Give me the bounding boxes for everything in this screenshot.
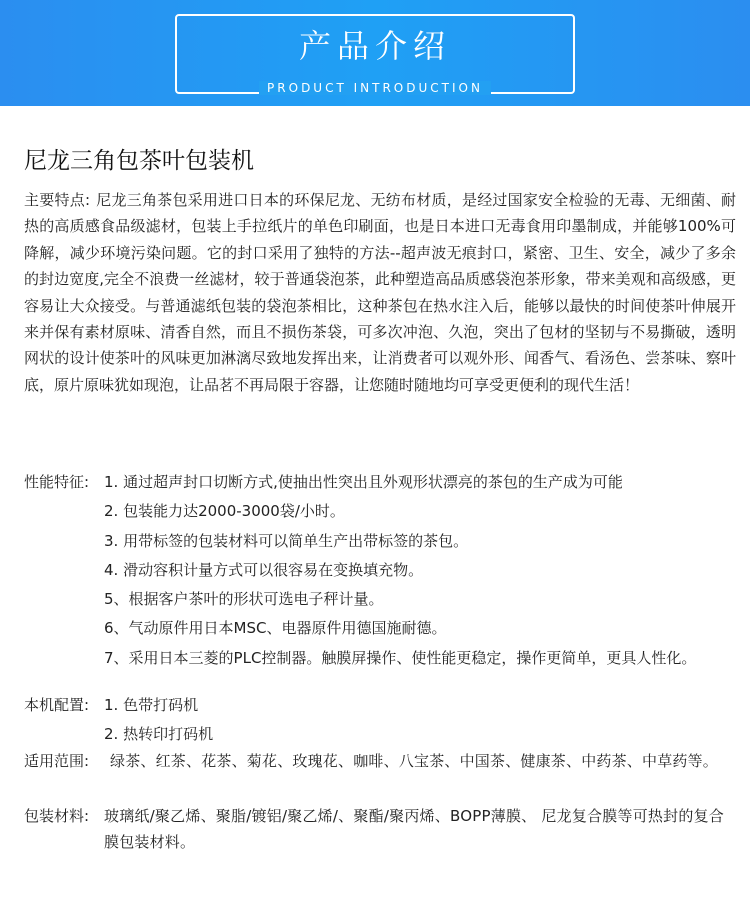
scope-text: 绿茶、红茶、花茶、菊花、玫瑰花、咖啡、八宝茶、中国茶、健康茶、中药茶、中草药等。 — [110, 752, 719, 770]
product-title: 尼龙三角包茶叶包装机 — [24, 148, 254, 174]
list-item: 1. 通过超声封口切断方式,使抽出性突出且外观形状漂亮的茶包的生产成为可能 — [104, 473, 623, 491]
config-list — [104, 692, 724, 751]
materials-label: 包装材料: — [24, 807, 90, 825]
banner-subtitle-text: PRODUCT INTRODUCTION — [259, 81, 491, 95]
list-item: 5、根据客户茶叶的形状可选电子秤计量。 — [104, 590, 384, 609]
performance-list — [104, 469, 724, 674]
features-section — [24, 187, 736, 398]
header-banner — [0, 0, 750, 106]
banner-title: 产品介绍 — [298, 27, 451, 65]
list-item: 1. 色带打码机 — [104, 696, 199, 714]
scope-label: 适用范围: — [24, 752, 90, 770]
list-item: 4. 滑动容积计量方式可以很容易在变换填充物。 — [104, 560, 424, 579]
config-label: 本机配置: — [24, 696, 90, 714]
list-item: 6、气动原件用日本MSC、电器原件用德国施耐德。 — [104, 619, 447, 638]
banner-frame — [175, 14, 575, 94]
materials-text: 玻璃纸/聚乙烯、聚脂/镀铝/聚乙烯/、聚酯/聚丙烯、BOPP薄膜、 尼龙复合膜等可热封的复合膜包装材料。 — [104, 807, 724, 852]
list-item: 7、采用日本三菱的PLC控制器。触膜屏操作、使性能更稳定，操作更简单，更具人性化。 — [104, 648, 697, 667]
features-text: 尼龙三角茶包采用进口日本的环保尼龙、无纺布材质，是经过国家安全检验的无毒、无细菌、耐热的高质感食品级滤材，包装上手拉纸片的单色印刷面，也是日本进口无毒食用印墨制成，并能够100%可降解，减少环境污染问题。它的封口采用了独特的方法--超声波无痕封口，紧密、卫生、安全，减少了多余的封边宽度,完全不浪费一丝滤材，较于普通袋泡茶，此种塑造高品质感袋泡茶形象，带来美观和高级感，更容易让大众接受。与普通滤纸包装的袋泡茶相比，这种茶包在热水注入后，能够以最快的时间使茶叶伸展开来并保有素材原味、清香自然，而且不损伤茶袋，可多次冲泡、久泡，突出了包材的坚韧与不易撕破，透明网状的设计使茶叶的风味更加淋漓尽致地发挥出来，让消费者可以观外形、闻香气、看汤色、尝茶味、察叶底，原片原味犹如现泡，让品茗不再局限于容器，让您随时随地均可享受更便利的现代生活！ — [24, 191, 736, 394]
list-item: 3. 用带标签的包装材料可以简单生产出带标签的茶包。 — [104, 531, 469, 550]
features-label: 主要特点: — [24, 191, 91, 209]
performance-label: 性能特征: — [24, 473, 90, 491]
list-item: 2. 热转印打码机 — [104, 725, 214, 744]
banner-subtitle — [177, 78, 573, 98]
list-item: 2. 包装能力达2000-3000袋/小时。 — [104, 502, 345, 521]
